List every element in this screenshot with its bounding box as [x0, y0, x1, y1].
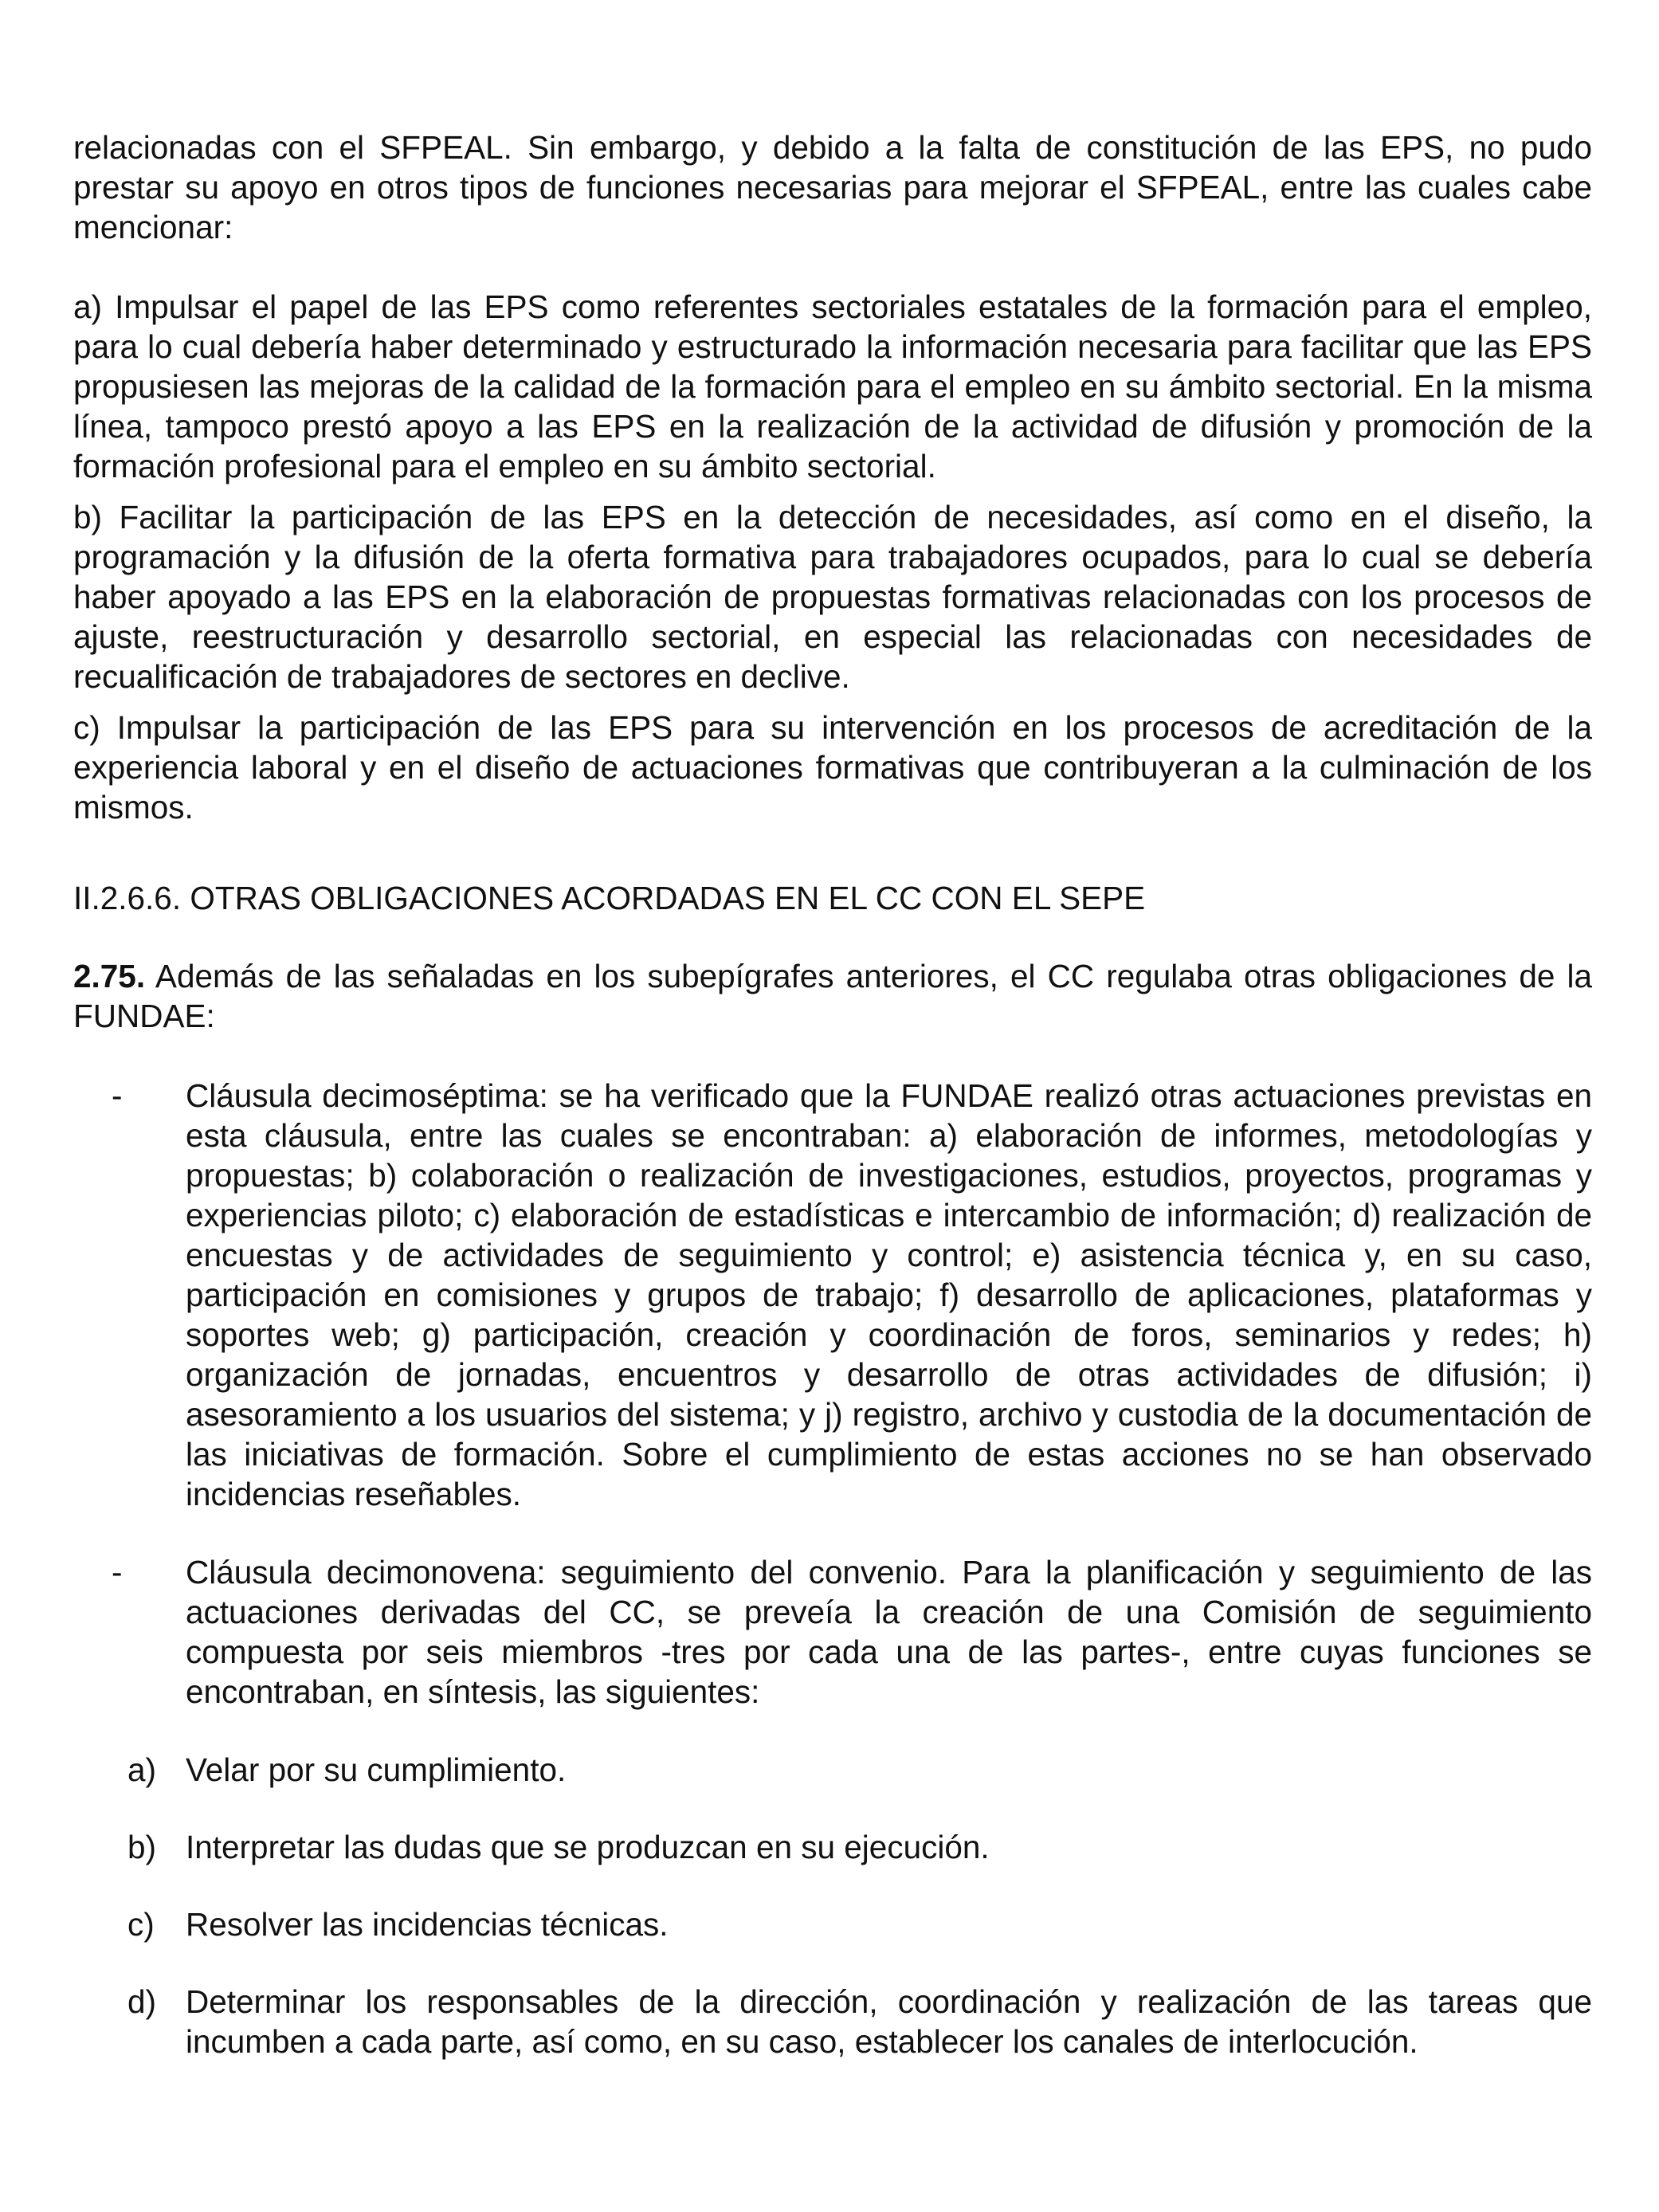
- list-item-clausula-decimonovena: [73, 1552, 1592, 1712]
- list-marker: a): [127, 1751, 157, 1788]
- dash-bullet: -: [112, 1554, 123, 1590]
- paragraph-item-a: a) Impulsar el papel de las EPS como referentes sectoriales estatales de la formación para el empleo, para lo cual debería haber determinado y estructurado la información necesaria para facilitar que las EPS propusiesen las mejoras de la calidad de la formación para el empleo en su ámbito sectorial. En la misma línea, tampoco prestó apoyo a las EPS en la realización de la actividad de difusión y promoción de la formación profesional para el empleo en su ámbito sectorial.: [73, 288, 1592, 484]
- list-item-c: [73, 1904, 1592, 1944]
- list-marker: d): [127, 1983, 157, 2020]
- list-item-d: [73, 1982, 1592, 2061]
- list-item-a: [73, 1750, 1592, 1790]
- list-marker: c): [127, 1906, 155, 1943]
- list-item-text: Cláusula decimonovena: seguimiento del convenio. Para la planificación y seguimiento de las actuaciones derivadas del CC, se preveía la creación de una Comisión de seguimiento compuesta por seis miembros -tres por cada una de las partes-, entre cuyas funciones se encontraban, en síntesis, las siguientes:: [186, 1554, 1592, 1710]
- paragraph-intro: relacionadas con el SFPEAL. Sin embargo, y debido a la falta de constitución de las EPS, no pudo prestar su apoyo en otros tipos de funciones necesarias para mejorar el SFPEAL, entre las cuales cabe mencionar:: [73, 129, 1592, 245]
- list-item-text: Velar por su cumplimiento.: [186, 1751, 567, 1788]
- section-heading: II.2.6.6. OTRAS OBLIGACIONES ACORDADAS EN EL CC CON EL SEPE: [73, 880, 1146, 916]
- paragraph-number: 2.75.: [73, 958, 146, 994]
- list-item-text: Cláusula decimoséptima: se ha verificado que la FUNDAE realizó otras actuaciones previstas en esta cláusula, entre las cuales se encontraban: a) elaboración de informes, metodologías y propuestas; b) colaboración o realización de investigaciones, estudios, proyectos, programas y experiencias piloto; c) elaboración de estadísticas e intercambio de información; d) realización de encuestas y de actividades de seguimiento y control; e) asistencia técnica y, en su caso, participación en comisiones y grupos de trabajo; f) desarrollo de aplicaciones, plataformas y soportes web; g) participación, creación y coordinación de foros, seminarios y redes; h) organización de jornadas, encuentros y desarrollo de otras actividades de difusión; i) asesoramiento a los usuarios del sistema; y j) registro, archivo y custodia de la documentación de las iniciativas de formación. Sobre el cumplimiento de estas acciones no se han observado incidencias reseñables.: [186, 1077, 1592, 1512]
- list-item-text: Interpretar las dudas que se produzcan en su ejecución.: [186, 1829, 990, 1865]
- list-item-text: Resolver las incidencias técnicas.: [186, 1906, 669, 1943]
- dash-bullet: -: [112, 1077, 123, 1114]
- paragraph-item-c: c) Impulsar la participación de las EPS para su intervención en los procesos de acreditación de la experiencia laboral y en el diseño de actuaciones formativas que contribuyeran a la culminación de los mismos.: [73, 709, 1592, 826]
- list-item-text: Determinar los responsables de la dirección, coordinación y realización de las tareas que incumben a cada parte, así como, en su caso, establecer los canales de interlocución.: [186, 1983, 1592, 2060]
- list-item-b: [73, 1827, 1592, 1867]
- list-item-clausula-decimoseptima: [73, 1076, 1592, 1514]
- paragraph-2-75: [73, 956, 1592, 1036]
- paragraph-item-b: b) Facilitar la participación de las EPS en la detección de necesidades, así como en el diseño, la programación y la difusión de la oferta formativa para trabajadores ocupados, para lo cual se debería haber apoyado a las EPS en la elaboración de propuestas formativas relacionadas con los procesos de ajuste, reestructuración y desarrollo sectorial, en especial las relacionadas con necesidades de recualificación de trabajadores de sectores en declive.: [73, 499, 1592, 695]
- document-page: [73, 127, 1592, 2099]
- list-marker: b): [127, 1829, 157, 1865]
- paragraph-text: Además de las señaladas en los subepígrafes anteriores, el CC regulaba otras obligaciones de la FUNDAE:: [73, 958, 1592, 1034]
